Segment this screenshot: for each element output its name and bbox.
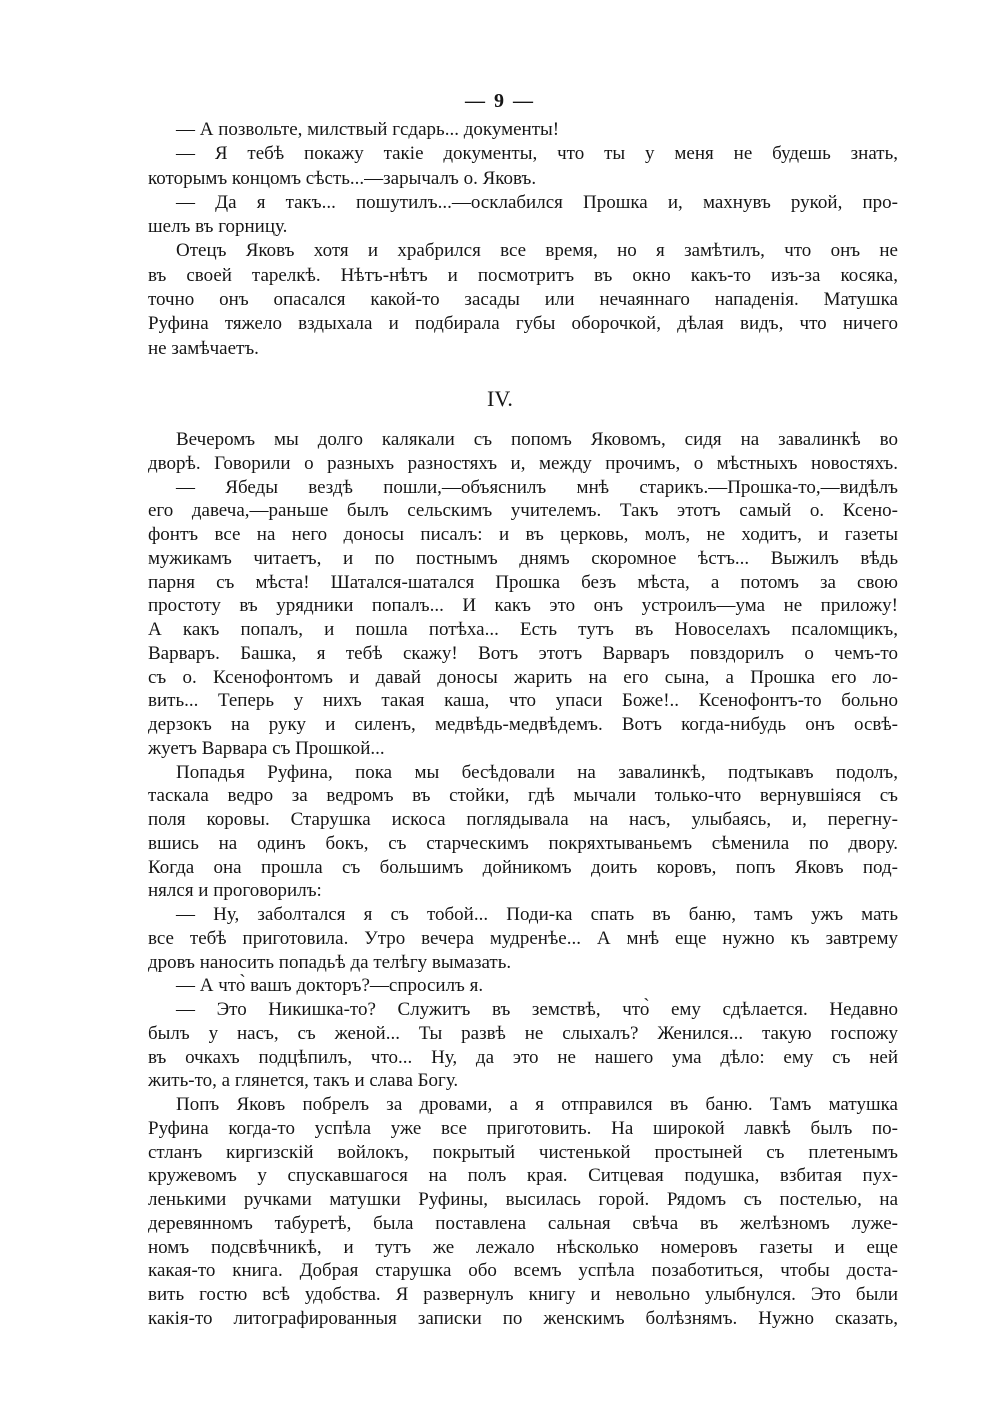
- text-line: точно онъ опасался какой-то засады или нечаяннаго нападенія. Матушка: [148, 289, 898, 311]
- text-line: — Ябеды вездѣ пошли,—объяснилъ мнѣ старикъ.—Прошка-то,—видѣлъ: [176, 476, 898, 498]
- text-line: жить-то, а глянется, такъ и слава Богу.: [148, 1070, 459, 1092]
- text-line: какая-то книга. Добрая старушка обо всемъ успѣла позаботиться, чтобы доста-: [148, 1260, 898, 1282]
- text-line: Руфина тяжело вздыхала и подбирала губы оборочкой, дѣлая видъ, что ничего: [148, 313, 898, 335]
- text-line: ленькими ручками матушки Руфины, высилась горой. Рядомъ съ постелью, на: [148, 1189, 898, 1210]
- text-line: Руфина когда-то успѣла уже все приготовить. На широкой лавкѣ былъ по-: [148, 1117, 898, 1139]
- text-line: дворѣ. Говорили о разныхъ разностяхъ и, между прочимъ, о мѣстныхъ новостяхъ.: [148, 452, 898, 474]
- text-line: — Ну, заболтался я съ тобой... Поди-ка спать въ баню, тамъ ужъ мать: [176, 904, 898, 925]
- text-line: которымъ концомъ сѣсть...—зарычалъ о. Яковъ.: [148, 167, 537, 189]
- text-line: Вечеромъ мы долго калякали съ попомъ Яковомъ, сидя на завалинкѣ во: [176, 429, 898, 450]
- text-line: въ очкахъ подцѣпилъ, что... Ну, да это не нашего ума дѣло: ему съ ней: [148, 1046, 898, 1068]
- text-line: Попадья Руфина, пока мы бесѣдовали на завалинкѣ, подтыкавъ подолъ,: [176, 761, 898, 783]
- text-line: съ о. Ксенофонтомъ и давай доносы жарить на его сына, а Прошка его ло-: [148, 666, 898, 688]
- text-line: въ своей тарелкѣ. Нѣтъ-нѣтъ и посмотритъ въ окно какъ-то изъ-за косяка,: [148, 264, 898, 286]
- text-line: шелъ въ горницу.: [148, 216, 288, 238]
- text-line: — Это Никишка-то? Служитъ въ земствѣ, что̀ ему сдѣлается. Недавно: [176, 999, 898, 1020]
- text-line: Когда она прошла съ большимъ дойникомъ доить коровъ, попъ Яковъ под-: [148, 856, 898, 878]
- page-number: — 9 —: [465, 90, 535, 112]
- text-line: — А что̀ вашъ докторъ?—спросилъ я.: [176, 975, 484, 997]
- section-2-text: [148, 428, 898, 1331]
- text-line: стланъ киргизскій войлокъ, покрытый чистенькой простыней съ плетенымъ: [148, 1141, 898, 1163]
- text-line: вить гостю всѣ удобства. Я развернулъ книгу и невольно улыбнулся. Это были: [148, 1284, 898, 1305]
- text-line: вшись на одинъ бокъ, съ старческимъ покряхтываньемъ сѣменила по двору.: [148, 832, 898, 854]
- text-line: парня съ мѣста! Шатался-шатался Прошка безъ мѣста, а потомъ за свою: [148, 571, 898, 593]
- text-line: какія-то литографированныя записки по женскимъ болѣзнямъ. Нужно сказать,: [148, 1307, 898, 1329]
- text-line: поля коровы. Старушка искоса поглядывала на насъ, улыбаясь, и, перегну-: [148, 809, 898, 830]
- text-line: кружевомъ у спускавшагося на полъ края. Ситцевая подушка, взбитая пух-: [148, 1165, 898, 1187]
- text-line: — А позвольте, милствый гсдарь... документы!: [176, 119, 560, 140]
- text-line: — Да я такъ... пошутилъ...—осклабился Прошка и, махнувъ рукой, про-: [176, 191, 898, 213]
- text-line: нялся и проговорилъ:: [148, 880, 322, 902]
- text-line: фонтъ все на него доносы писалъ: и въ церковь, молъ, не ходитъ, и газеты: [148, 524, 898, 545]
- text-line: Варваръ. Башка, я тебѣ скажу! Вотъ этотъ Варваръ повздорилъ о чемъ-то: [148, 642, 898, 664]
- text-line: А какъ попалъ, и пошла потѣха... Есть тутъ въ Новоселахъ псаломщикъ,: [148, 619, 898, 640]
- text-line: простоту въ урядники попалъ... И какъ это онъ устроилъ—ума не приложу!: [148, 595, 898, 617]
- text-line: номъ подсвѣчникѣ, и тутъ же лежало нѣсколько номеровъ газеты и еще: [148, 1236, 898, 1258]
- chapter-heading: IV.: [487, 386, 513, 411]
- text-line: вить... Теперь у нихъ такая каша, что упаси Боже!.. Ксенофонтъ-то больно: [148, 690, 898, 712]
- text-line: былъ у насъ, съ женой... Ты развѣ не слыхалъ? Женился... такую госпожу: [148, 1022, 898, 1044]
- text-line: все тебѣ приготовила. Утро вечера мудренѣе... А мнѣ еще нужно къ завтрему: [148, 927, 898, 949]
- text-line: таскала ведро за ведромъ въ стойки, гдѣ мычали только-что вернувшіяся съ: [148, 785, 898, 807]
- text-line: дерзокъ на руку и силенъ, медвѣдь-медвѣдемъ. Вотъ когда-нибудь онъ освѣ-: [148, 714, 898, 735]
- text-line: дровъ наносить попадьѣ да телѣгу вымазать.: [148, 951, 512, 973]
- text-line: деревянномъ табуретѣ, была поставлена сальная свѣча въ желѣзномъ луже-: [148, 1212, 898, 1234]
- text-line: мужикамъ читаетъ, и по постнымъ днямъ скоромное ѣстъ... Выжилъ вѣдь: [148, 547, 898, 569]
- text-line: жуетъ Варвара съ Прошкой...: [148, 737, 385, 759]
- text-line: — Я тебѣ покажу такіе документы, что ты у меня не будешь знать,: [176, 143, 898, 165]
- section-1-text: [148, 118, 898, 361]
- text-line: его давеча,—раньше былъ сельскимъ учителемъ. Такъ этотъ самый о. Ксено-: [148, 500, 898, 522]
- text-line: Отецъ Яковъ хотя и храбрился все время, но я замѣтилъ, что онъ не: [176, 240, 898, 262]
- text-line: не замѣчаетъ.: [148, 337, 259, 359]
- text-line: Попъ Яковъ побрелъ за дровами, а я отправился въ баню. Тамъ матушка: [176, 1094, 898, 1115]
